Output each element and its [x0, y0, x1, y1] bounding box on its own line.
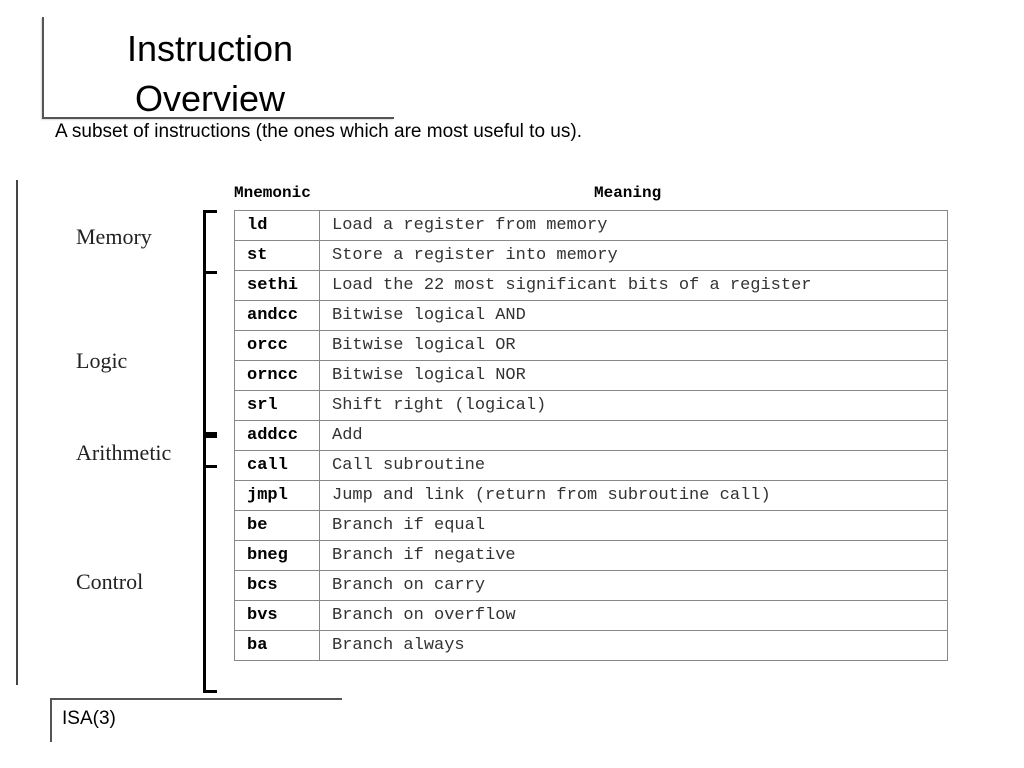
table-row [235, 271, 948, 301]
bracket-memory [203, 210, 217, 274]
left-divider [16, 180, 18, 685]
mnemonic-cell: ba [235, 631, 320, 661]
header-meaning: Meaning [594, 184, 662, 202]
meaning-cell: Load the 22 most significant bits of a register [320, 271, 948, 301]
mnemonic-cell: jmpl [235, 481, 320, 511]
table-row [235, 361, 948, 391]
table-row [235, 451, 948, 481]
mnemonic-cell: be [235, 511, 320, 541]
meaning-cell: Store a register into memory [320, 241, 948, 271]
category-memory: Memory [76, 224, 152, 249]
meaning-cell: Bitwise logical AND [320, 301, 948, 331]
table-row [235, 301, 948, 331]
meaning-cell: Add [320, 421, 948, 451]
mnemonic-cell: ld [235, 211, 320, 241]
meaning-cell: Branch if negative [320, 541, 948, 571]
category-arithmetic: Arithmetic [76, 440, 172, 465]
table-row [235, 421, 948, 451]
meaning-cell: Bitwise logical OR [320, 331, 948, 361]
mnemonic-cell: srl [235, 391, 320, 421]
meaning-cell: Call subroutine [320, 451, 948, 481]
meaning-cell: Bitwise logical NOR [320, 361, 948, 391]
table-row [235, 601, 948, 631]
bracket-arithmetic [203, 435, 217, 468]
table-row [235, 631, 948, 661]
table-row [235, 391, 948, 421]
mnemonic-cell: orncc [235, 361, 320, 391]
table-row [235, 511, 948, 541]
meaning-cell: Branch on overflow [320, 601, 948, 631]
table-row [235, 331, 948, 361]
mnemonic-cell: andcc [235, 301, 320, 331]
category-control: Control [76, 569, 144, 594]
mnemonic-cell: sethi [235, 271, 320, 301]
mnemonic-cell: bvs [235, 601, 320, 631]
table-row [235, 481, 948, 511]
meaning-cell: Shift right (logical) [320, 391, 948, 421]
meaning-cell: Load a register from memory [320, 211, 948, 241]
meaning-cell: Branch if equal [320, 511, 948, 541]
slide-title-line-2: Overview [134, 78, 286, 119]
header-mnemonic: Mnemonic [234, 184, 311, 202]
slide-title-line-1: Instruction [126, 28, 294, 69]
meaning-cell: Branch on carry [320, 571, 948, 601]
mnemonic-cell: bneg [235, 541, 320, 571]
footer-label: ISA(3) [62, 708, 116, 729]
slide-subtitle: A subset of instructions (the ones which are most useful to us). [55, 121, 582, 142]
mnemonic-cell: bcs [235, 571, 320, 601]
table-row [235, 241, 948, 271]
bracket-control [203, 468, 217, 693]
mnemonic-cell: addcc [235, 421, 320, 451]
instruction-table [234, 210, 948, 661]
table-row [235, 541, 948, 571]
mnemonic-cell: orcc [235, 331, 320, 361]
category-logic: Logic [76, 348, 128, 373]
table-row [235, 211, 948, 241]
mnemonic-cell: st [235, 241, 320, 271]
table-row [235, 571, 948, 601]
slide-title [60, 24, 360, 124]
mnemonic-cell: call [235, 451, 320, 481]
bracket-logic [203, 274, 217, 435]
meaning-cell: Jump and link (return from subroutine call) [320, 481, 948, 511]
meaning-cell: Branch always [320, 631, 948, 661]
